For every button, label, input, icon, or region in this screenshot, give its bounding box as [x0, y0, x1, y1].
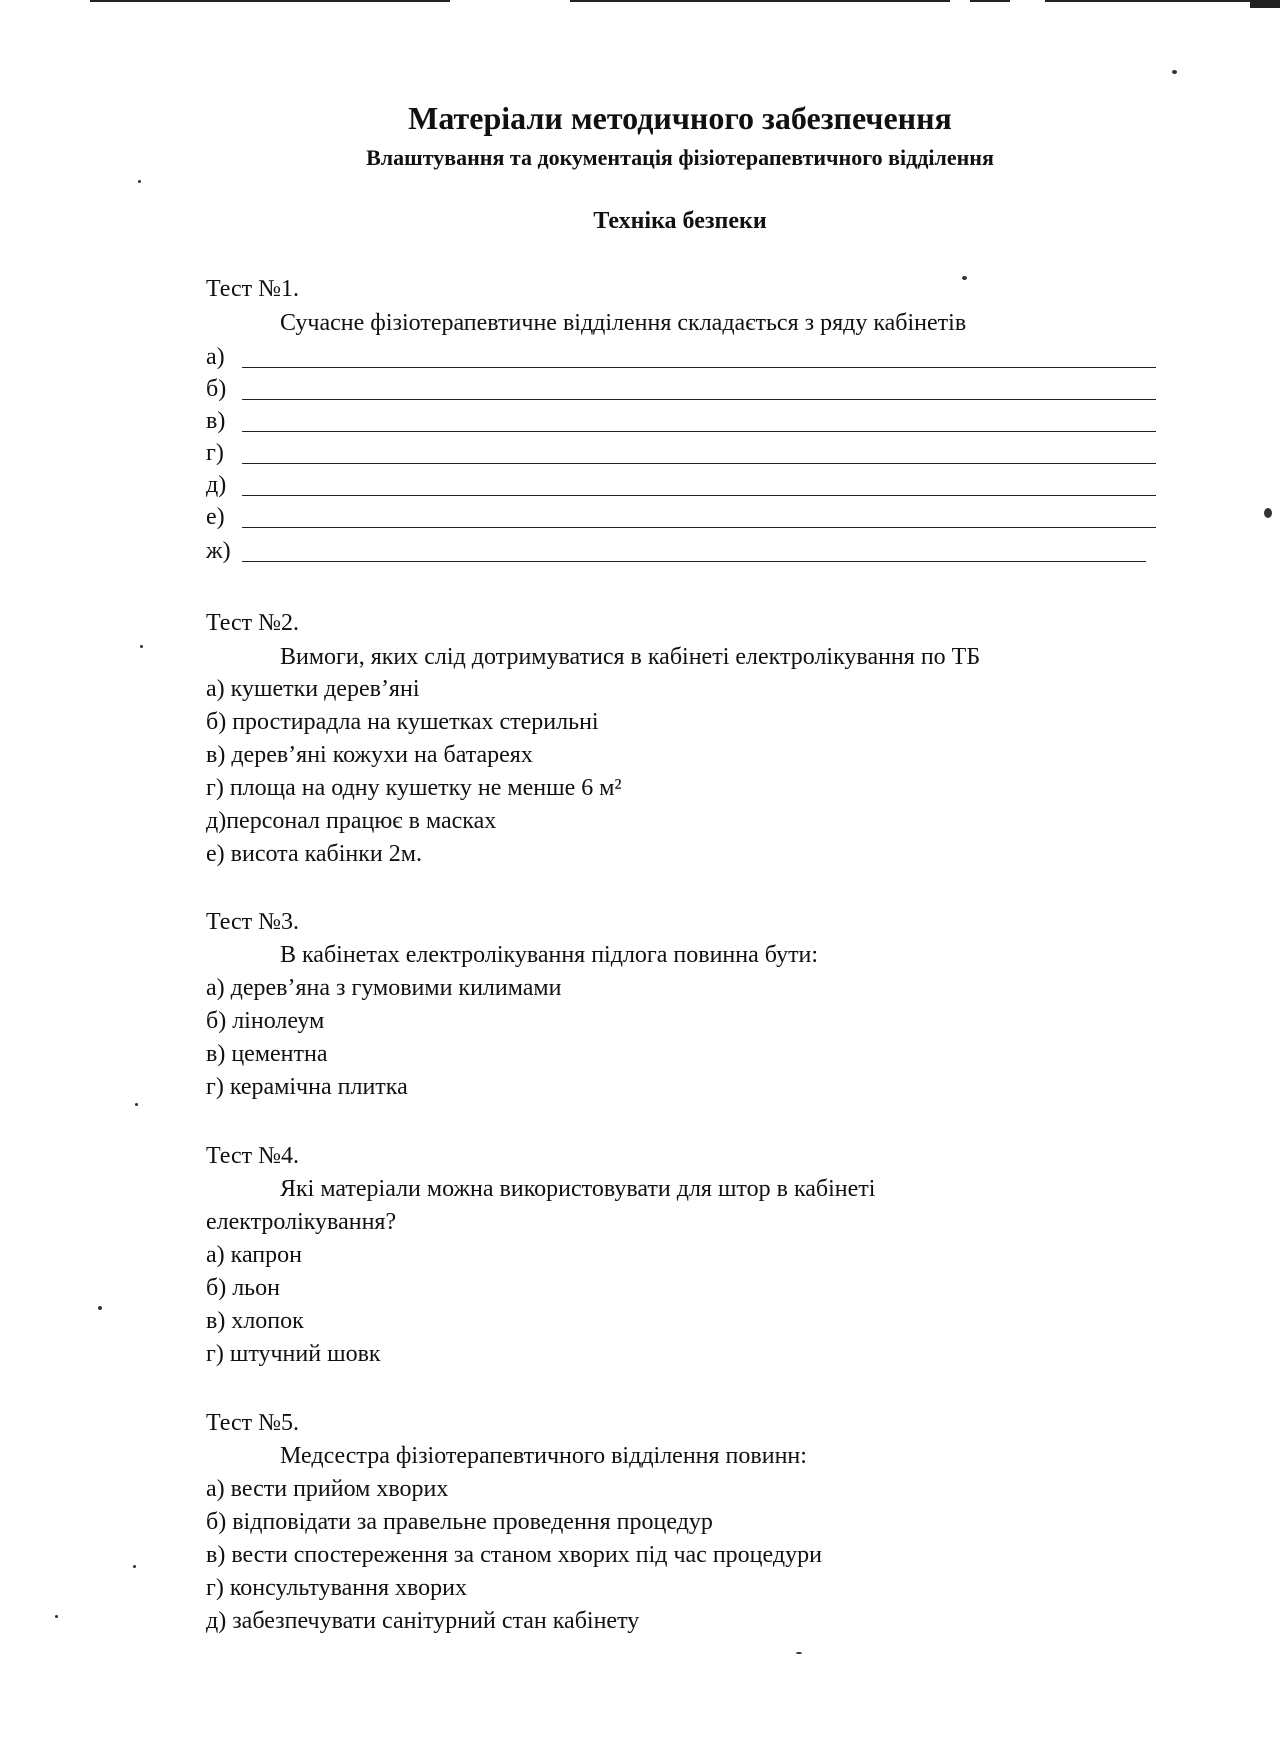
answer-option: в) дерев’яні кожухи на батареях	[206, 742, 533, 768]
scan-edge-line	[1045, 0, 1250, 2]
answer-option: д)персонал працює в масках	[206, 808, 497, 834]
scan-speck	[138, 180, 141, 183]
blank-label: в)	[206, 408, 226, 434]
answer-option: г) площа на одну кушетку не менше 6 м²	[206, 775, 622, 801]
answer-option: г) керамічна плитка	[206, 1074, 408, 1100]
test-label: Тест №3.	[206, 909, 300, 935]
scan-speck	[1172, 70, 1177, 74]
answer-option: в) цементна	[206, 1041, 328, 1067]
section-heading: Техніка безпеки	[593, 208, 767, 234]
answer-blank[interactable]	[206, 502, 1156, 532]
document-title: Матеріали методичного забезпечення	[408, 100, 952, 136]
blank-label: а)	[206, 344, 225, 370]
scan-speck	[98, 1306, 102, 1310]
document-subtitle: Влаштування та документація фізіотерапевтичного відділення	[366, 145, 994, 170]
answer-option: а) дерев’яна з гумовими килимами	[206, 975, 562, 1001]
test-label: Тест №1.	[206, 276, 300, 302]
scan-speck	[796, 1652, 802, 1654]
blank-label: б)	[206, 376, 227, 402]
scan-speck	[135, 1103, 138, 1106]
answer-option: е) висота кабінки 2м.	[206, 841, 422, 867]
answer-option: г) консультування хворих	[206, 1575, 467, 1601]
answer-blank[interactable]	[206, 470, 1156, 500]
answer-blank[interactable]	[206, 374, 1156, 404]
scan-edge-mark	[1250, 0, 1280, 8]
answer-blank[interactable]	[206, 342, 1156, 372]
blank-label: д)	[206, 472, 227, 498]
answer-blank[interactable]	[206, 536, 1146, 566]
scan-edge-line	[570, 0, 950, 2]
test-question: В кабінетах електролікування підлога повинна бути:	[280, 942, 819, 968]
test-question-continued: електролікування?	[206, 1209, 397, 1235]
scan-edge-line	[90, 0, 450, 2]
scan-speck	[962, 276, 967, 280]
answer-option: б) льон	[206, 1275, 280, 1301]
answer-option: а) капрон	[206, 1242, 302, 1268]
test-label: Тест №4.	[206, 1143, 300, 1169]
answer-option: в) вести спостереження за станом хворих під час процедури	[206, 1542, 822, 1568]
answer-option: д) забезпечувати санітурний стан кабінету	[206, 1608, 640, 1634]
answer-blank[interactable]	[206, 406, 1156, 436]
answer-option: в) хлопок	[206, 1308, 304, 1334]
test-question: Сучасне фізіотерапевтичне відділення складається з ряду кабінетів	[280, 310, 967, 336]
answer-option: б) лінолеум	[206, 1008, 325, 1034]
answer-option: а) вести прийом хворих	[206, 1476, 449, 1502]
answer-option: б) відповідати за правельне проведення процедур	[206, 1509, 713, 1535]
scan-speck	[133, 1565, 136, 1568]
scan-speck	[1264, 508, 1272, 518]
scan-edge-line	[970, 0, 1010, 2]
scan-speck	[55, 1615, 58, 1618]
test-label: Тест №5.	[206, 1410, 300, 1436]
test-question: Медсестра фізіотерапевтичного відділення повинн:	[280, 1443, 807, 1469]
scan-speck	[140, 645, 143, 648]
blank-label: е)	[206, 504, 225, 530]
test-label: Тест №2.	[206, 610, 300, 636]
blank-label: ж)	[206, 538, 231, 564]
test-question: Які матеріали можна використовувати для штор в кабінеті	[280, 1176, 876, 1202]
answer-option: а) кушетки дерев’яні	[206, 676, 420, 702]
answer-option: б) простирадла на кушетках стерильні	[206, 709, 599, 735]
answer-option: г) штучний шовк	[206, 1341, 381, 1367]
test-question: Вимоги, яких слід дотримуватися в кабінеті електролікування по ТБ	[280, 644, 981, 670]
answer-blank[interactable]	[206, 438, 1156, 468]
blank-label: г)	[206, 440, 224, 466]
